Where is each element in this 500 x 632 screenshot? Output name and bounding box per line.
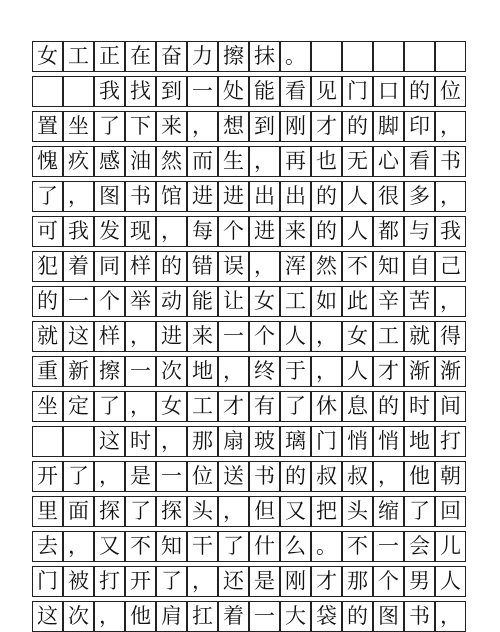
grid-row	[32, 391, 468, 422]
grid-cell: 会	[404, 531, 435, 562]
grid-cell: ，	[125, 321, 156, 352]
grid-cell: 找	[125, 76, 156, 107]
grid-cell: 的	[311, 216, 342, 247]
grid-cell: 了	[280, 391, 311, 422]
grid-cell: ，	[435, 286, 466, 317]
grid-cell: 什	[249, 531, 280, 562]
grid-cell	[32, 426, 63, 457]
grid-cell: 一	[373, 531, 404, 562]
grid-cell: 来	[156, 111, 187, 142]
grid-cell: 的	[32, 286, 63, 317]
grid-cell: 工	[63, 41, 94, 72]
grid-cell: ，	[218, 356, 249, 387]
grid-cell: 发	[94, 216, 125, 247]
grid-cell: 己	[435, 251, 466, 282]
grid-cell: 擦	[94, 356, 125, 387]
grid-cell: 不	[342, 251, 373, 282]
grid-cell: 自	[404, 251, 435, 282]
grid-cell: 都	[373, 216, 404, 247]
grid-cell: ，	[249, 146, 280, 177]
grid-row	[32, 181, 468, 212]
grid-cell: 个	[373, 566, 404, 597]
grid-cell: 缩	[373, 496, 404, 527]
grid-cell: 。	[311, 531, 342, 562]
grid-cell: 而	[187, 146, 218, 177]
grid-cell: 刚	[280, 566, 311, 597]
grid-cell: 渐	[404, 356, 435, 387]
grid-cell	[435, 41, 466, 72]
grid-cell: 于	[280, 356, 311, 387]
grid-cell: 璃	[280, 426, 311, 457]
grid-cell: 朝	[435, 461, 466, 492]
grid-cell: 一	[156, 461, 187, 492]
grid-cell: 女	[342, 321, 373, 352]
grid-cell: 书	[404, 601, 435, 632]
grid-cell: 门	[311, 426, 342, 457]
grid-row	[32, 286, 468, 317]
grid-cell: 让	[218, 286, 249, 317]
grid-cell: 送	[218, 461, 249, 492]
grid-cell: 。	[280, 41, 311, 72]
grid-cell: 可	[32, 216, 63, 247]
grid-cell: 能	[249, 76, 280, 107]
grid-cell: 坐	[63, 111, 94, 142]
grid-cell: 着	[63, 251, 94, 282]
grid-cell: 那	[342, 566, 373, 597]
grid-cell: 来	[280, 216, 311, 247]
grid-cell: 力	[187, 41, 218, 72]
grid-cell: 地	[404, 426, 435, 457]
grid-cell: 这	[63, 321, 94, 352]
grid-cell: 那	[187, 426, 218, 457]
grid-cell: 抹	[249, 41, 280, 72]
grid-cell: 地	[187, 356, 218, 387]
grid-cell: 感	[94, 146, 125, 177]
grid-cell: 位	[187, 461, 218, 492]
grid-cell: 个	[249, 321, 280, 352]
grid-row	[32, 601, 468, 632]
grid-cell: 脚	[373, 111, 404, 142]
grid-cell: 间	[435, 391, 466, 422]
grid-row	[32, 566, 468, 597]
grid-cell: ，	[156, 216, 187, 247]
grid-cell: 如	[311, 286, 342, 317]
grid-cell: 被	[63, 566, 94, 597]
grid-cell: 人	[342, 181, 373, 212]
grid-row	[32, 76, 468, 107]
grid-cell: 悄	[342, 426, 373, 457]
grid-cell: 又	[280, 496, 311, 527]
grid-row	[32, 531, 468, 562]
grid-cell: 的	[342, 601, 373, 632]
grid-cell: 才	[373, 356, 404, 387]
grid-cell: 就	[404, 321, 435, 352]
grid-cell: 图	[373, 601, 404, 632]
grid-cell: 里	[32, 496, 63, 527]
grid-cell: 出	[280, 181, 311, 212]
grid-cell: 很	[373, 181, 404, 212]
grid-cell: 书	[435, 146, 466, 177]
grid-cell: 才	[218, 391, 249, 422]
grid-cell: ，	[94, 461, 125, 492]
grid-cell: 头	[187, 496, 218, 527]
grid-cell: 书	[249, 461, 280, 492]
grid-cell: ，	[435, 181, 466, 212]
grid-cell: 袋	[311, 601, 342, 632]
grid-cell	[311, 41, 342, 72]
grid-cell: 进	[249, 216, 280, 247]
grid-cell: 定	[63, 391, 94, 422]
grid-row	[32, 41, 468, 72]
grid-cell: 了	[94, 391, 125, 422]
grid-cell: 息	[342, 391, 373, 422]
grid-cell: 再	[280, 146, 311, 177]
grid-cell: ，	[94, 601, 125, 632]
grid-cell: 大	[280, 601, 311, 632]
grid-cell: 知	[156, 531, 187, 562]
grid-cell: ，	[125, 391, 156, 422]
grid-cell: 到	[249, 111, 280, 142]
grid-cell: 回	[435, 496, 466, 527]
grid-cell: 进	[218, 181, 249, 212]
grid-cell: 然	[311, 251, 342, 282]
grid-row	[32, 321, 468, 352]
grid-row	[32, 426, 468, 457]
grid-cell: 与	[404, 216, 435, 247]
grid-cell: 多	[404, 181, 435, 212]
grid-cell: 擦	[218, 41, 249, 72]
grid-cell: 我	[94, 76, 125, 107]
grid-cell: 工	[373, 321, 404, 352]
grid-cell: 才	[311, 566, 342, 597]
grid-cell: 浑	[280, 251, 311, 282]
grid-cell: 工	[187, 391, 218, 422]
grid-cell: 着	[218, 601, 249, 632]
grid-cell: 又	[94, 531, 125, 562]
grid-cell: 去	[32, 531, 63, 562]
grid-cell: 休	[311, 391, 342, 422]
grid-cell: 人	[342, 216, 373, 247]
grid-cell: 有	[249, 391, 280, 422]
grid-cell: 玻	[249, 426, 280, 457]
grid-cell: 人	[342, 356, 373, 387]
grid-cell: 犯	[32, 251, 63, 282]
grid-cell: 儿	[435, 531, 466, 562]
grid-cell: 把	[311, 496, 342, 527]
grid-cell: ，	[63, 181, 94, 212]
grid-cell: 心	[373, 146, 404, 177]
grid-cell: 我	[63, 216, 94, 247]
grid-cell: 到	[156, 76, 187, 107]
grid-cell: 重	[32, 356, 63, 387]
grid-cell: 门	[342, 76, 373, 107]
grid-row	[32, 111, 468, 142]
grid-cell: 就	[32, 321, 63, 352]
grid-cell: 看	[404, 146, 435, 177]
grid-cell: 叔	[342, 461, 373, 492]
grid-cell: ，	[435, 601, 466, 632]
grid-cell: ，	[218, 496, 249, 527]
grid-cell: 进	[156, 321, 187, 352]
grid-cell: 书	[125, 181, 156, 212]
grid-cell: 口	[373, 76, 404, 107]
grid-cell: 举	[125, 286, 156, 317]
grid-cell: 见	[311, 76, 342, 107]
grid-cell: 印	[404, 111, 435, 142]
grid-cell: 疚	[63, 146, 94, 177]
grid-row	[32, 251, 468, 282]
grid-row	[32, 356, 468, 387]
grid-cell: 人	[280, 321, 311, 352]
grid-cell: 能	[187, 286, 218, 317]
grid-cell: 也	[311, 146, 342, 177]
grid-row	[32, 146, 468, 177]
grid-cell: 出	[249, 181, 280, 212]
grid-cell: 了	[63, 461, 94, 492]
grid-cell: 时	[125, 426, 156, 457]
grid-cell: 的	[156, 251, 187, 282]
grid-cell: 动	[156, 286, 187, 317]
grid-cell	[373, 41, 404, 72]
grid-cell: 这	[32, 601, 63, 632]
grid-cell: 开	[32, 461, 63, 492]
grid-cell: ，	[156, 426, 187, 457]
grid-cell: 然	[156, 146, 187, 177]
grid-cell: 个	[218, 216, 249, 247]
grid-cell: 的	[404, 76, 435, 107]
grid-cell: 不	[342, 531, 373, 562]
grid-cell: 错	[187, 251, 218, 282]
grid-cell: 但	[249, 496, 280, 527]
grid-cell: 图	[94, 181, 125, 212]
grid-cell: 生	[218, 146, 249, 177]
grid-cell: ，	[63, 531, 94, 562]
grid-cell: 了	[125, 496, 156, 527]
grid-cell: 来	[187, 321, 218, 352]
grid-cell: 了	[404, 496, 435, 527]
grid-cell: 头	[342, 496, 373, 527]
grid-cell: 人	[435, 566, 466, 597]
grid-cell: 打	[94, 566, 125, 597]
grid-cell: 一	[218, 321, 249, 352]
grid-cell: 每	[187, 216, 218, 247]
grid-cell: 处	[218, 76, 249, 107]
grid-cell: 刚	[280, 111, 311, 142]
grid-cell	[342, 41, 373, 72]
grid-cell: 苦	[404, 286, 435, 317]
grid-cell: ，	[187, 111, 218, 142]
grid-cell: 扇	[218, 426, 249, 457]
grid-cell: 现	[125, 216, 156, 247]
grid-cell: 一	[63, 286, 94, 317]
grid-cell: 看	[280, 76, 311, 107]
grid-cell: 悄	[373, 426, 404, 457]
grid-cell: ，	[373, 461, 404, 492]
grid-cell: 的	[373, 391, 404, 422]
grid-cell: 的	[280, 461, 311, 492]
grid-cell: 不	[125, 531, 156, 562]
grid-cell: 次	[63, 601, 94, 632]
grid-cell: 置	[32, 111, 63, 142]
grid-cell: 时	[404, 391, 435, 422]
grid-cell: 样	[94, 321, 125, 352]
grid-cell: 肩	[156, 601, 187, 632]
grid-cell: ，	[311, 321, 342, 352]
grid-cell: ，	[187, 566, 218, 597]
grid-cell: 一	[125, 356, 156, 387]
grid-cell	[32, 76, 63, 107]
grid-cell: 男	[404, 566, 435, 597]
grid-cell: ，	[249, 251, 280, 282]
grid-cell: 是	[249, 566, 280, 597]
grid-cell	[404, 41, 435, 72]
grid-cell: 辛	[373, 286, 404, 317]
grid-cell: 愧	[32, 146, 63, 177]
grid-cell: 他	[125, 601, 156, 632]
grid-cell: 探	[156, 496, 187, 527]
grid-cell: 门	[32, 566, 63, 597]
grid-cell: 次	[156, 356, 187, 387]
grid-cell: 同	[94, 251, 125, 282]
grid-cell: 扛	[187, 601, 218, 632]
grid-cell: 了	[32, 181, 63, 212]
grid-cell: 是	[125, 461, 156, 492]
grid-cell: 女	[156, 391, 187, 422]
grid-cell: 进	[187, 181, 218, 212]
grid-cell: 他	[404, 461, 435, 492]
grid-cell: ，	[435, 111, 466, 142]
grid-cell: 才	[311, 111, 342, 142]
grid-cell: 无	[342, 146, 373, 177]
grid-cell: 工	[280, 286, 311, 317]
grid-cell: 女	[32, 41, 63, 72]
grid-cell: 一	[249, 601, 280, 632]
grid-cell: 么	[280, 531, 311, 562]
grid-row	[32, 461, 468, 492]
grid-cell: 此	[342, 286, 373, 317]
grid-cell: 了	[94, 111, 125, 142]
grid-cell: 坐	[32, 391, 63, 422]
grid-row	[32, 216, 468, 247]
grid-cell: 探	[94, 496, 125, 527]
grid-cell: ，	[311, 356, 342, 387]
grid-cell: 打	[435, 426, 466, 457]
grid-cell: 误	[218, 251, 249, 282]
grid-cell: 得	[435, 321, 466, 352]
grid-row	[32, 496, 468, 527]
grid-cell: 了	[156, 566, 187, 597]
grid-cell: 了	[218, 531, 249, 562]
grid-cell: 正	[94, 41, 125, 72]
grid-cell: 样	[125, 251, 156, 282]
grid-cell: 还	[218, 566, 249, 597]
grid-cell: 干	[187, 531, 218, 562]
grid-cell: 这	[94, 426, 125, 457]
grid-cell: 我	[435, 216, 466, 247]
grid-cell: 渐	[435, 356, 466, 387]
grid-cell: 女	[249, 286, 280, 317]
grid-cell: 的	[342, 111, 373, 142]
grid-cell: 知	[373, 251, 404, 282]
grid-cell: 奋	[156, 41, 187, 72]
grid-cell: 的	[311, 181, 342, 212]
grid-cell: 叔	[311, 461, 342, 492]
grid-cell: 位	[435, 76, 466, 107]
grid-cell: 馆	[156, 181, 187, 212]
grid-cell: 在	[125, 41, 156, 72]
grid-cell: 面	[63, 496, 94, 527]
grid-cell: 想	[218, 111, 249, 142]
grid-cell: 个	[94, 286, 125, 317]
grid-cell: 一	[187, 76, 218, 107]
grid-cell: 终	[249, 356, 280, 387]
grid-cell: 新	[63, 356, 94, 387]
grid-cell: 下	[125, 111, 156, 142]
grid-cell	[63, 76, 94, 107]
grid-cell	[63, 426, 94, 457]
grid-cell: 开	[125, 566, 156, 597]
grid-cell: 油	[125, 146, 156, 177]
